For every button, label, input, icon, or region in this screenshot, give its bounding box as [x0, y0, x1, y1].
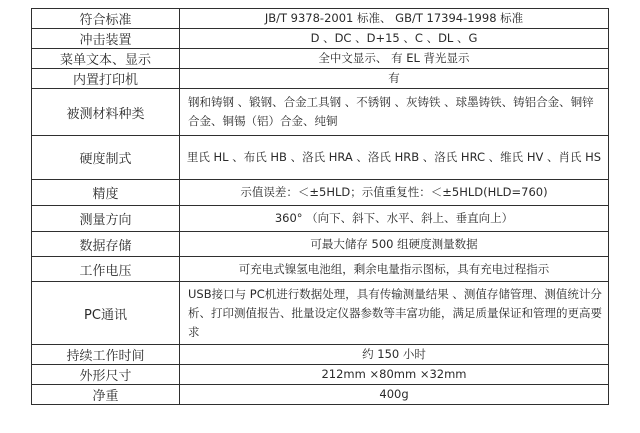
table-row: [32, 29, 609, 49]
row-label: 菜单文本、显示: [32, 49, 180, 69]
table-row: [32, 232, 609, 257]
table-row: [32, 282, 609, 345]
row-label: 冲击装置: [32, 29, 180, 49]
spec-table: [31, 8, 609, 405]
row-label: 工作电压: [32, 257, 180, 282]
table-row: [32, 49, 609, 69]
table-row: [32, 136, 609, 180]
table-row: [32, 385, 609, 405]
row-value: 可最大储存 500 组硬度测量数据: [180, 232, 609, 257]
row-label: 内置打印机: [32, 69, 180, 89]
row-label: 符合标准: [32, 9, 180, 29]
row-value: 可充电式镍氢电池组，剩余电量指示图标，具有充电过程指示: [180, 257, 609, 282]
row-label: 精度: [32, 180, 180, 206]
table-row: [32, 180, 609, 206]
table-row: [32, 257, 609, 282]
row-label: 数据存储: [32, 232, 180, 257]
table-row: [32, 69, 609, 89]
row-label: 外形尺寸: [32, 365, 180, 385]
table-row: [32, 89, 609, 136]
table-row: [32, 345, 609, 365]
row-label: PC通讯: [32, 282, 180, 345]
row-value: D 、DC 、D+15 、C 、DL 、G: [180, 29, 609, 49]
row-value: 有: [180, 69, 609, 89]
row-label: 测量方向: [32, 206, 180, 232]
row-value: 400g: [180, 385, 609, 405]
row-label: 持续工作时间: [32, 345, 180, 365]
row-value: USB接口与 PC机进行数据处理，具有传输测量结果 、测值存储管理、测值统计分析、打印测值报告、批量设定仪器参数等丰富功能，满足质量保证和管理的更高要求: [180, 282, 609, 345]
row-value: 约 150 小时: [180, 345, 609, 365]
row-label: 被测材料种类: [32, 89, 180, 136]
table-row: [32, 9, 609, 29]
row-label: 净重: [32, 385, 180, 405]
row-value: 里氏 HL 、布氏 HB 、洛氏 HRA 、洛氏 HRB 、洛氏 HRC 、维氏 HV 、肖氏 HS: [180, 136, 609, 180]
row-value: 全中文显示、 有 EL 背光显示: [180, 49, 609, 69]
row-value: JB/T 9378-2001 标准、 GB/T 17394-1998 标准: [180, 9, 609, 29]
row-value: 360° （向下、斜下、水平、斜上、垂直向上）: [180, 206, 609, 232]
table-row: [32, 206, 609, 232]
table-row: [32, 365, 609, 385]
row-label: 硬度制式: [32, 136, 180, 180]
row-value: 212mm ×80mm ×32mm: [180, 365, 609, 385]
row-value: 钢和铸钢 、锻钢、合金工具钢 、不锈钢 、灰铸铁 、球墨铸铁、铸铝合金、铜锌合金、铜锡（铝）合金、纯铜: [180, 89, 609, 136]
row-value: 示值误差：＜±5HLD；示值重复性：＜±5HLD(HLD=760): [180, 180, 609, 206]
